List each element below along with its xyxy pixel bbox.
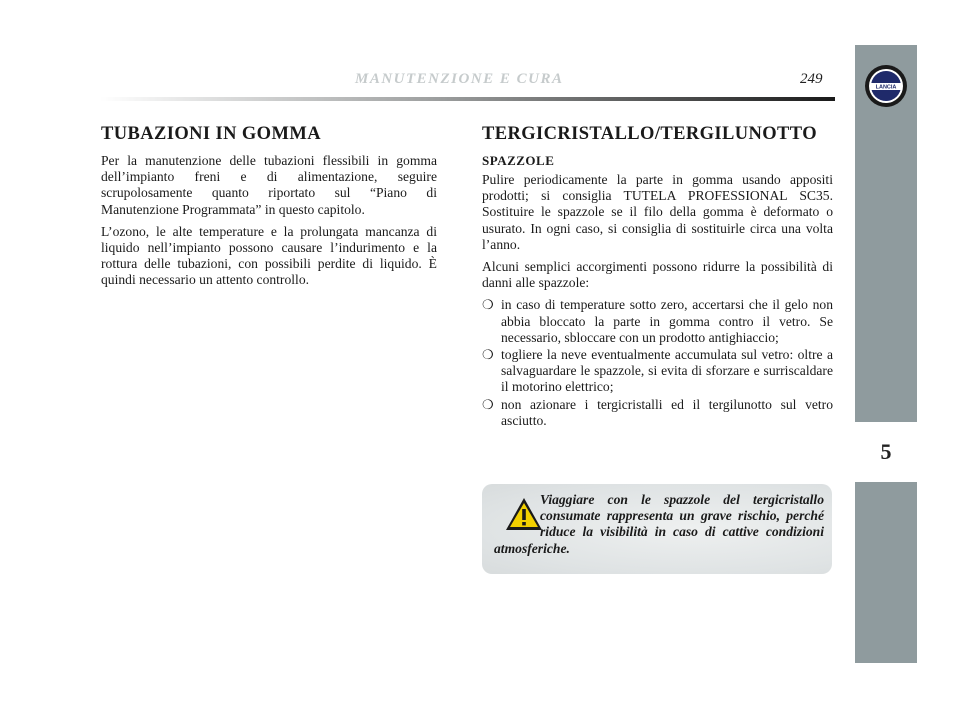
lancia-logo-icon xyxy=(864,64,908,108)
list-item-text: in caso di temperature sotto zero, accertarsi che il gelo non abbia bloccato la parte in gomma contro il vetro. Se necessario, sbloccare con un prodotto antighiaccio; xyxy=(501,297,833,345)
header-rule xyxy=(100,97,835,101)
section-heading-tergicristallo: TERGICRISTALLO/TERGILUNOTTO xyxy=(482,124,817,144)
list-item xyxy=(482,297,833,346)
chapter-tab[interactable]: 5 xyxy=(855,422,917,482)
right-column xyxy=(482,124,833,430)
list-item xyxy=(482,347,833,396)
logo-text: LANCIA xyxy=(875,84,897,91)
paragraph: L’ozono, le alte temperature e la prolungata mancanza di liquido nell’impianto possono causare l’indurimento e la rottura delle tubazioni, con possibili perdite di liquido. È quindi necessario un attento controllo. xyxy=(101,223,437,288)
section-heading-tubazioni: TUBAZIONI IN GOMMA xyxy=(101,124,321,144)
left-column xyxy=(101,124,437,295)
list-item xyxy=(482,397,833,429)
warning-message: Viaggiare con le spazzole del tergicristallo consumate rappresenta un grave rischio, perché riduce la visibilità in caso di cattive condizioni atmosferiche. xyxy=(494,492,824,556)
page-number: 249 xyxy=(800,71,823,87)
list-item-text: togliere la neve eventualmente accumulata sul vetro: oltre a salvaguardare le spazzole, si evita di sforzare e surriscaldare il motorino elettrico; xyxy=(501,347,833,395)
bullet-circle-icon: ❍ xyxy=(482,297,494,313)
warning-text xyxy=(494,492,824,557)
paragraph: Alcuni semplici accorgimenti possono ridurre la possibilità di danni alle spazzole: xyxy=(482,259,833,291)
chapter-sidebar xyxy=(855,45,917,663)
subheading-spazzole: SPAZZOLE xyxy=(482,153,555,168)
paragraph: Per la manutenzione delle tubazioni flessibili in gomma dell’impianto freni e di alimentazione, seguire scrupolosamente quanto riportato sul “Piano di Manutenzione Programmata” in questo capitolo. xyxy=(101,153,437,217)
header-title: MANUTENZIONE E CURA xyxy=(355,71,564,87)
paragraph: Pulire periodicamente la parte in gomma usando appositi prodotti; si consiglia TUTELA PROFESSIONAL SC35. Sostituire le spazzole se il filo della gomma è deformato o usurato. In ogni caso, si consiglia di sostituirle circa una volta l’anno. xyxy=(482,172,833,252)
bullet-circle-icon: ❍ xyxy=(482,396,494,412)
bullet-circle-icon: ❍ xyxy=(482,347,494,363)
list-item-text: non azionare i tergicristalli ed il tergilunotto sul vetro asciutto. xyxy=(501,396,833,428)
warning-box xyxy=(482,484,832,574)
bullet-list xyxy=(482,297,833,429)
